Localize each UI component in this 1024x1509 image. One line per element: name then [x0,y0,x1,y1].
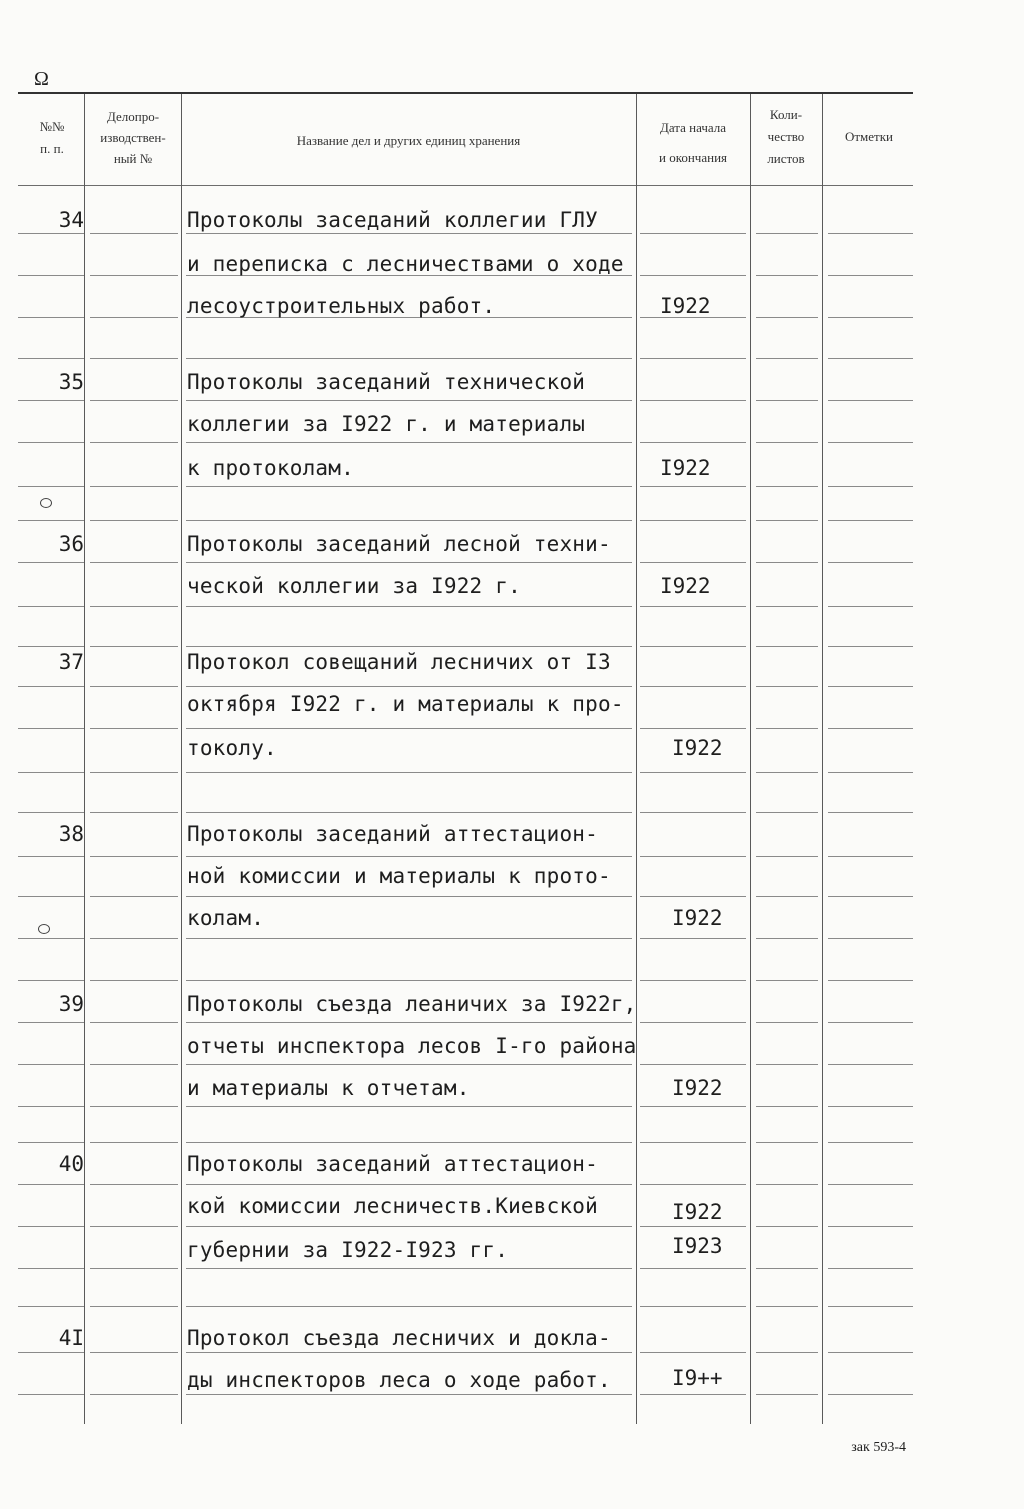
header-col-title: Название дел и других единиц хранения [296,133,521,148]
ruled-line [90,520,178,521]
margin-circle-mark [40,498,52,508]
row-number: 38 [58,822,84,846]
ruled-line [828,1106,913,1107]
ruled-line [186,646,632,647]
ruled-line [186,686,632,687]
row-title-line: Протокол совещаний лесничих от I3 [187,650,611,674]
top-corner-mark: Ω [34,68,49,90]
ruled-line [186,1106,632,1107]
ruled-line [756,358,818,359]
ruled-line [828,1184,913,1185]
ruled-line [756,728,818,729]
row-title-line: губернии за I922-I923 гг. [187,1238,509,1262]
row-date: I922 [660,294,711,318]
ruled-line [18,812,84,813]
header-bottom-rule [18,185,913,186]
ruled-line [640,856,746,857]
ruled-line [756,317,818,318]
ruled-line [756,812,818,813]
ruled-line [828,275,913,276]
ruled-line [90,856,178,857]
ruled-line [18,233,84,234]
row-date: I9++ [672,1366,723,1390]
ruled-line [90,1106,178,1107]
ruled-line [186,233,632,234]
ruled-line [186,772,632,773]
row-date: I922 [672,1076,723,1100]
ruled-line [756,1184,818,1185]
ruled-line [18,1226,84,1227]
ruled-line [828,646,913,647]
ruled-line [186,562,632,563]
ruled-line [90,812,178,813]
row-date-start: I922 [672,1200,723,1224]
margin-circle-mark [38,924,50,934]
ruled-line [18,1022,84,1023]
row-title-line: токолу. [187,736,277,760]
ruled-line [756,1394,818,1395]
ruled-line [18,896,84,897]
ruled-line [756,686,818,687]
ruled-line [186,358,632,359]
ruled-line [756,275,818,276]
column-divider-2 [181,94,182,1424]
ruled-line [756,233,818,234]
ruled-line [640,1352,746,1353]
ruled-line [186,1064,632,1065]
ruled-line [186,400,632,401]
ruled-line [828,606,913,607]
ruled-line [18,1352,84,1353]
ruled-line [640,772,746,773]
row-title-line: Протоколы заседаний аттестацион- [187,822,598,846]
ruled-line [828,686,913,687]
ruled-line [640,400,746,401]
row-title-line: колам. [187,906,265,930]
column-divider-4 [750,94,751,1424]
ruled-line [640,233,746,234]
ruled-line [186,1142,632,1143]
ruled-line [640,646,746,647]
ruled-line [90,358,178,359]
ruled-line [90,606,178,607]
ruled-line [18,1142,84,1143]
ruled-line [90,1268,178,1269]
ruled-line [640,1064,746,1065]
ruled-line [640,1106,746,1107]
ruled-line [828,728,913,729]
ruled-line [90,1352,178,1353]
ruled-line [828,486,913,487]
ruled-line [18,1184,84,1185]
ruled-line [756,486,818,487]
ruled-line [90,980,178,981]
ruled-line [756,1226,818,1227]
ruled-line [18,520,84,521]
column-divider-5 [822,94,823,1424]
ruled-line [640,562,746,563]
ruled-line [828,1226,913,1227]
ruled-line [18,442,84,443]
ruled-line [18,1064,84,1065]
ruled-line [90,400,178,401]
ruled-line [186,1184,632,1185]
ruled-line [828,896,913,897]
row-title-line: Протоколы заседаний технической [187,370,586,394]
ruled-line [186,728,632,729]
row-title-line: Протоколы заседаний аттестацион- [187,1152,598,1176]
ruled-line [828,520,913,521]
ruled-line [756,1106,818,1107]
ruled-line [18,686,84,687]
ruled-line [18,938,84,939]
ruled-line [640,1394,746,1395]
ruled-line [640,520,746,521]
row-title-line: Протокол съезда лесничих и докла- [187,1326,611,1350]
ruled-line [186,1306,632,1307]
row-date-end: I923 [672,1234,723,1258]
ruled-line [828,1394,913,1395]
ruled-line [756,562,818,563]
ruled-line [18,358,84,359]
ruled-line [90,486,178,487]
ruled-line [756,442,818,443]
header-col-sheets: Коли- чество листов [767,107,805,166]
ruled-line [756,1268,818,1269]
ruled-line [828,442,913,443]
ruled-line [640,728,746,729]
ruled-line [186,520,632,521]
row-title-line: к протоколам. [187,456,354,480]
ruled-line [186,606,632,607]
ruled-line [756,1306,818,1307]
row-title-line: Протоколы заседаний лесной техни- [187,532,611,556]
ruled-line [640,606,746,607]
ruled-line [90,938,178,939]
ruled-line [186,1394,632,1395]
ruled-line [828,856,913,857]
row-number: 34 [58,208,84,232]
ruled-line [828,1306,913,1307]
ruled-line [90,562,178,563]
header-col-notes: Отметки [844,129,894,144]
header-col-date: Дата начала и окончания [658,120,728,165]
ruled-line [90,1022,178,1023]
ruled-line [640,938,746,939]
ruled-line [828,1352,913,1353]
column-divider-1 [84,94,85,1424]
row-title-line: ды инспекторов леса о ходе работ. [187,1368,611,1392]
footer-order-number: зак 593-4 [851,1440,906,1455]
row-date: I922 [672,906,723,930]
header-col-office: Делопро- изводствен- ный № [100,109,166,166]
ruled-line [828,1142,913,1143]
ruled-line [640,1306,746,1307]
ruled-line [756,938,818,939]
ruled-line [186,486,632,487]
ruled-line [756,980,818,981]
row-title-line: отчеты инспектора лесов I-го района [187,1034,637,1058]
ruled-line [90,728,178,729]
ruled-line [828,772,913,773]
ruled-line [640,686,746,687]
row-number: 37 [58,650,84,674]
ruled-line [640,812,746,813]
ruled-line [90,1184,178,1185]
ruled-line [640,1142,746,1143]
ruled-line [828,562,913,563]
row-title-line: и материалы к отчетам. [187,1076,470,1100]
row-number: 4I [58,1326,84,1350]
ruled-line [828,980,913,981]
ruled-line [90,896,178,897]
row-title-line: ной комиссии и материалы к прото- [187,864,611,888]
ruled-line [90,646,178,647]
ruled-line [640,486,746,487]
row-number: 35 [58,370,84,394]
ruled-line [18,980,84,981]
ruled-line [90,1064,178,1065]
row-number: 36 [58,532,84,556]
ruled-line [640,896,746,897]
ruled-line [186,812,632,813]
ruled-line [18,606,84,607]
ruled-line [828,233,913,234]
ruled-line [90,1226,178,1227]
ruled-line [186,1352,632,1353]
row-date: I922 [672,736,723,760]
ruled-line [90,1306,178,1307]
row-number: 40 [58,1152,84,1176]
ruled-line [640,1184,746,1185]
ruled-line [640,980,746,981]
ruled-line [18,728,84,729]
row-date: I922 [660,456,711,480]
ruled-line [828,938,913,939]
ruled-line [90,275,178,276]
ruled-line [756,646,818,647]
ruled-line [90,772,178,773]
ruled-line [640,1022,746,1023]
ruled-line [756,520,818,521]
ruled-line [756,1022,818,1023]
row-title-line: коллегии за I922 г. и материалы [187,412,586,436]
ruled-line [756,772,818,773]
ruled-line [186,980,632,981]
ruled-line [18,1106,84,1107]
ruled-line [18,1394,84,1395]
row-title-line: октября I922 г. и материалы к про- [187,692,624,716]
row-title-line: Протоколы съезда леаничих за I922г, [187,992,637,1016]
ruled-line [186,856,632,857]
row-title-line: Протоколы заседаний коллегии ГЛУ [187,208,598,232]
ruled-line [640,275,746,276]
header-col-num: №№ п. п. [39,119,65,156]
ruled-line [90,317,178,318]
row-date: I922 [660,574,711,598]
ruled-line [186,1022,632,1023]
ruled-line [640,358,746,359]
ruled-line [186,442,632,443]
ruled-line [18,275,84,276]
ruled-line [186,1226,632,1227]
ruled-line [756,400,818,401]
ruled-line [90,1394,178,1395]
column-divider-3 [636,94,637,1424]
ruled-line [828,358,913,359]
ruled-line [90,1142,178,1143]
ruled-line [186,938,632,939]
ruled-line [828,1022,913,1023]
ruled-line [756,606,818,607]
ruled-line [18,856,84,857]
ruled-line [18,772,84,773]
ruled-line [756,896,818,897]
ruled-line [18,1268,84,1269]
ruled-line [828,400,913,401]
ruled-line [828,317,913,318]
ruled-line [640,1226,746,1227]
ruled-line [756,1352,818,1353]
ruled-line [18,1306,84,1307]
ruled-line [18,646,84,647]
row-title-line: лесоустроительных работ. [187,294,496,318]
row-title-line: и переписка с лесничествами о ходе [187,252,624,276]
ruled-line [828,1064,913,1065]
row-title-line: ческой коллегии за I922 г. [187,574,521,598]
ruled-line [90,442,178,443]
ruled-line [828,812,913,813]
row-number: 39 [58,992,84,1016]
ruled-line [18,317,84,318]
ruled-line [18,486,84,487]
ruled-line [640,1268,746,1269]
ruled-line [18,400,84,401]
ruled-line [186,896,632,897]
ruled-line [756,1142,818,1143]
ruled-line [90,233,178,234]
ruled-line [756,1064,818,1065]
header-top-rule [18,92,913,94]
ruled-line [18,562,84,563]
ruled-line [186,1268,632,1269]
row-title-line: кой комиссии лесничеств.Киевской [187,1194,598,1218]
ruled-line [90,686,178,687]
ruled-line [828,1268,913,1269]
ruled-line [640,442,746,443]
ruled-line [756,856,818,857]
